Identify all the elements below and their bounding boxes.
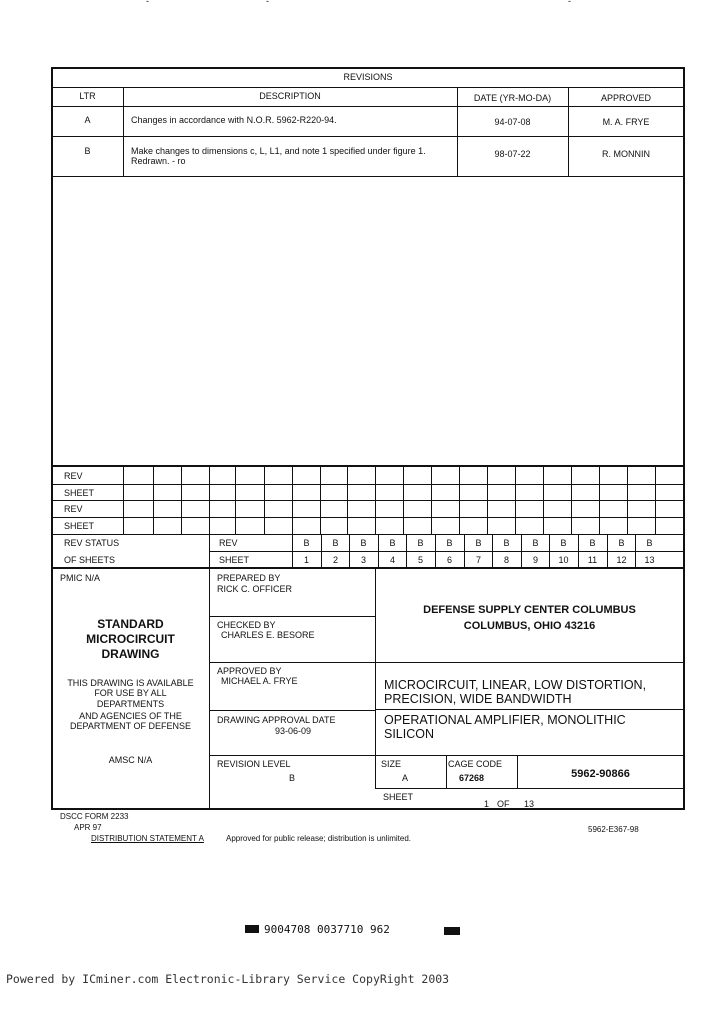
rev-row-date: 94-07-08 bbox=[494, 117, 531, 127]
status-rev-cell: B bbox=[303, 538, 310, 548]
grid-divider bbox=[123, 467, 124, 534]
availability-text: DEPARTMENTS bbox=[96, 699, 165, 709]
status-rev-cell: B bbox=[560, 538, 567, 548]
grid-divider bbox=[153, 467, 154, 534]
prepared-by-name: RICK C. OFFICER bbox=[217, 584, 293, 594]
status-rev-cell: B bbox=[646, 538, 653, 548]
status-sheet-cell: 7 bbox=[475, 555, 481, 565]
rev-row-ltr: A bbox=[84, 115, 91, 125]
document-code: 5962-E367-98 bbox=[588, 825, 639, 834]
grid-divider bbox=[487, 467, 488, 534]
header-approved: APPROVED bbox=[600, 93, 651, 103]
scan-mark: - bbox=[568, 0, 571, 6]
status-rev-cell: B bbox=[532, 538, 539, 548]
drawing-title-line: OPERATIONAL AMPLIFIER, MONOLITHIC bbox=[384, 713, 626, 727]
grid-divider bbox=[209, 467, 210, 534]
grid-label-rev: REV bbox=[64, 471, 83, 481]
availability-text: THIS DRAWING IS AVAILABLE bbox=[67, 678, 194, 688]
grid-divider bbox=[403, 467, 404, 534]
status-grid-border bbox=[51, 467, 685, 569]
grid-label-rev: REV bbox=[64, 504, 83, 514]
status-sheet-cell: 9 bbox=[532, 555, 538, 565]
agency-name: DEFENSE SUPPLY CENTER COLUMBUS bbox=[423, 604, 636, 616]
rev-row-desc-line2: Redrawn. - ro bbox=[131, 156, 186, 166]
grid-divider bbox=[599, 467, 600, 534]
grid-divider bbox=[459, 467, 460, 534]
status-sheet-cell: 12 bbox=[616, 555, 627, 565]
grid-divider bbox=[627, 467, 628, 534]
status-sheet-cell: 10 bbox=[558, 555, 569, 565]
approval-date-value: 93-06-09 bbox=[275, 726, 312, 736]
sheet-of: OF bbox=[497, 799, 510, 809]
rev-row-date: 98-07-22 bbox=[494, 149, 531, 159]
powered-by-text: Powered by ICminer.com Electronic-Library Service CopyRight 2003 bbox=[6, 972, 450, 986]
barcode-block-right bbox=[444, 927, 460, 935]
availability-text: DEPARTMENT OF DEFENSE bbox=[69, 721, 192, 731]
status-rev-cell: B bbox=[475, 538, 482, 548]
grid-divider bbox=[375, 467, 376, 534]
approval-date-label: DRAWING APPROVAL DATE bbox=[217, 715, 336, 725]
grid-divider bbox=[347, 467, 348, 534]
grid-divider bbox=[655, 467, 656, 534]
barcode-block-left bbox=[245, 925, 259, 933]
grid-label-sheet: SHEET bbox=[64, 521, 95, 531]
prepared-by-label: PREPARED BY bbox=[217, 573, 281, 583]
status-sheet-cell: 11 bbox=[587, 555, 598, 565]
rev-row-approved: M. A. FRYE bbox=[602, 117, 650, 127]
form-number: DSCC FORM 2233 bbox=[60, 812, 129, 821]
grid-divider bbox=[181, 467, 182, 534]
status-rev-cell: B bbox=[332, 538, 339, 548]
header-date: DATE (YR-MO-DA) bbox=[473, 93, 552, 103]
rev-row-desc: Changes in accordance with N.O.R. 5962-R220-94. bbox=[131, 115, 337, 125]
status-sheet-cell: 13 bbox=[644, 555, 655, 565]
status-sheet-label: SHEET bbox=[219, 555, 250, 565]
cage-code-label: CAGE CODE bbox=[448, 759, 503, 769]
status-sheet-cell: 8 bbox=[503, 555, 509, 565]
status-sheet-cell: 3 bbox=[360, 555, 366, 565]
grid-divider bbox=[235, 467, 236, 534]
pmic-label: PMIC N/A bbox=[60, 573, 101, 583]
drawing-title-line: SILICON bbox=[384, 727, 435, 741]
status-rev-cell: B bbox=[446, 538, 453, 548]
checked-by-label: CHECKED BY bbox=[217, 620, 276, 630]
distribution-statement-label: DISTRIBUTION STATEMENT A bbox=[91, 834, 204, 843]
revision-level-value: B bbox=[289, 773, 296, 783]
form-date: APR 97 bbox=[74, 823, 102, 832]
status-rev-cell: B bbox=[589, 538, 596, 548]
revisions-border bbox=[51, 67, 685, 467]
grid-divider bbox=[571, 467, 572, 534]
size-label: SIZE bbox=[381, 759, 402, 769]
drawing-title-line: PRECISION, WIDE BANDWIDTH bbox=[384, 692, 572, 706]
sheet-total: 13 bbox=[524, 799, 535, 809]
grid-divider bbox=[543, 467, 544, 534]
drawing-number: 5962-90866 bbox=[571, 768, 630, 780]
revisions-title: REVISIONS bbox=[343, 72, 393, 82]
standard-title: DRAWING bbox=[101, 647, 160, 661]
scan-mark: - bbox=[266, 0, 269, 6]
status-rev-cell: B bbox=[389, 538, 396, 548]
status-sheet-cell: 6 bbox=[446, 555, 452, 565]
status-sheet-cell: 1 bbox=[303, 555, 309, 565]
availability-text: AND AGENCIES OF THE bbox=[79, 711, 182, 721]
of-sheets-label: OF SHEETS bbox=[64, 555, 116, 565]
availability-text: FOR USE BY ALL bbox=[94, 688, 167, 698]
approved-by-label: APPROVED BY bbox=[217, 666, 282, 676]
rev-row-ltr: B bbox=[84, 146, 91, 156]
grid-divider bbox=[515, 467, 516, 534]
agency-city: COLUMBUS, OHIO 43216 bbox=[463, 620, 596, 632]
distribution-statement-text: Approved for public release; distribution is unlimited. bbox=[226, 834, 411, 843]
standard-title: MICROCIRCUIT bbox=[86, 632, 175, 646]
grid-divider bbox=[292, 467, 293, 534]
rev-row-desc: Make changes to dimensions c, L, L1, and note 1 specified under figure 1. bbox=[131, 146, 426, 156]
grid-divider bbox=[431, 467, 432, 534]
status-rev-cell: B bbox=[618, 538, 625, 548]
barcode-number: 9004708 0037710 962 bbox=[264, 923, 390, 936]
sheet-label: SHEET bbox=[383, 792, 414, 802]
status-sheet-cell: 2 bbox=[332, 555, 338, 565]
rev-row-approved: R. MONNIN bbox=[602, 149, 650, 159]
header-ltr: LTR bbox=[79, 91, 96, 101]
drawing-title-line: MICROCIRCUIT, LINEAR, LOW DISTORTION, bbox=[384, 678, 647, 692]
rev-status-label: REV STATUS bbox=[64, 538, 120, 548]
status-rev-cell: B bbox=[503, 538, 510, 548]
status-rev-cell: B bbox=[360, 538, 367, 548]
grid-divider bbox=[264, 467, 265, 534]
scan-mark: - bbox=[146, 0, 149, 6]
grid-label-sheet: SHEET bbox=[64, 488, 95, 498]
status-rev-label: REV bbox=[219, 538, 238, 548]
approved-by-name: MICHAEL A. FRYE bbox=[221, 676, 298, 686]
revision-level-label: REVISION LEVEL bbox=[217, 759, 291, 769]
status-rev-cell: B bbox=[417, 538, 424, 548]
amsc-label: AMSC N/A bbox=[108, 755, 153, 765]
status-sheet-cell: 5 bbox=[417, 555, 423, 565]
cage-code-value: 67268 bbox=[459, 773, 485, 783]
sheet-number: 1 bbox=[484, 799, 490, 809]
checked-by-name: CHARLES E. BESORE bbox=[221, 630, 315, 640]
status-sheet-cell: 4 bbox=[389, 555, 395, 565]
grid-divider bbox=[320, 467, 321, 534]
standard-title: STANDARD bbox=[97, 617, 164, 631]
header-description: DESCRIPTION bbox=[259, 91, 321, 101]
size-value: A bbox=[402, 773, 409, 783]
